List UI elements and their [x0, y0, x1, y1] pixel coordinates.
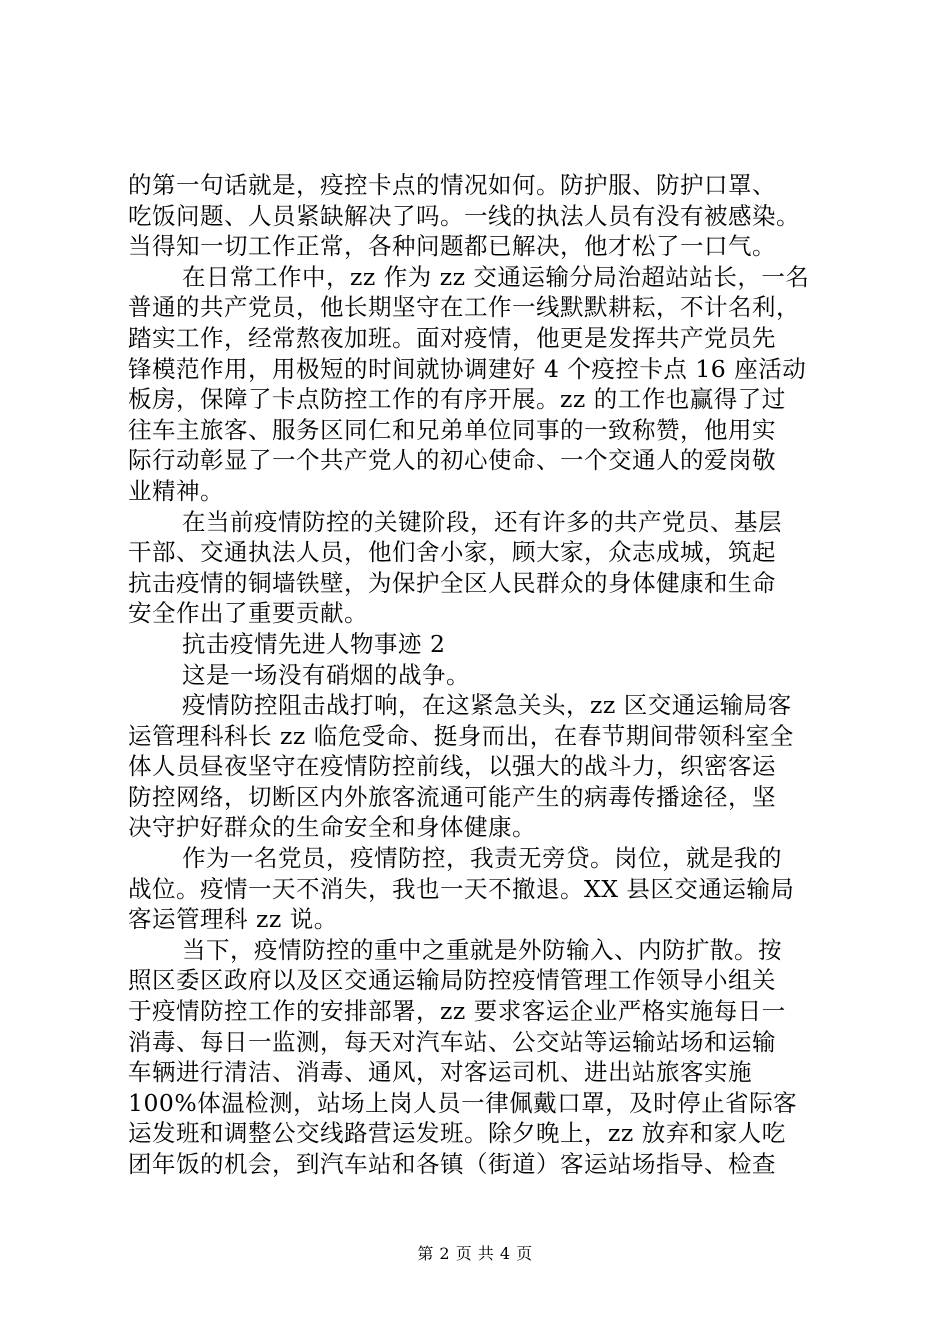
text-line: 决守护好群众的生命安全和身体健康。: [128, 813, 536, 842]
text-line: 运管理科科长 zz 临危受命、挺身而出，在春节期间带领科室全: [128, 721, 794, 750]
text-line: 运发班和调整公交线路营运发班。除夕晚上，zz 放弃和家人吃: [128, 1119, 786, 1148]
text-line: 客运管理科 zz 说。: [128, 905, 338, 934]
text-line: 干部、交通执法人员，他们舍小家，顾大家，众志成城，筑起: [128, 538, 776, 567]
text-line: 这是一场没有硝烟的战争。: [182, 660, 470, 689]
text-line: 际行动彰显了一个共产党人的初心使命、一个交通人的爱岗敬: [128, 446, 776, 475]
text-line: 防控网络，切断区内外旅客流通可能产生的病毒传播途径，坚: [128, 782, 776, 811]
text-line: 吃饭问题、人员紧缺解决了吗。一线的执法人员有没有被感染。: [128, 201, 800, 230]
text-line: 踏实工作，经常熬夜加班。面对疫情，他更是发挥共产党员先: [128, 323, 776, 352]
page-footer: 第 2 页 共 4 页: [417, 1244, 533, 1263]
text-line: 消毒、每日一监测，每天对汽车站、公交站等运输站场和运输: [128, 1027, 776, 1056]
text-line: 团年饭的机会，到汽车站和各镇（街道）客运站场指导、检查: [128, 1150, 776, 1178]
text-line: 当得知一切工作正常，各种问题都已解决，他才松了一口气。: [128, 232, 776, 261]
text-line: 疫情防控阻击战打响，在这紧急关头，zz 区交通运输局客: [182, 691, 792, 720]
text-line: 往车主旅客、服务区同仁和兄弟单位同事的一致称赞，他用实: [128, 415, 776, 444]
document-body: [128, 170, 832, 1180]
text-line: 普通的共产党员，他长期坚守在工作一线默默耕耘，不计名利，: [128, 293, 800, 322]
text-line: 业精神。: [128, 476, 224, 505]
text-line: 于疫情防控工作的安排部署，zz 要求客运企业严格实施每日一: [128, 997, 786, 1026]
text-line: 100%体温检测，站场上岗人员一律佩戴口罩，及时停止省际客: [128, 1088, 798, 1117]
text-line: 当下，疫情防控的重中之重就是外防输入、内防扩散。按: [182, 935, 782, 964]
text-line: 战位。疫情一天不消失，我也一天不撤退。XX 县区交通运输局: [128, 874, 795, 903]
text-line: 在日常工作中，zz 作为 zz 交通运输分局治超站站长，一名: [182, 262, 810, 291]
text-line: 抗击疫情的铜墙铁壁，为保护全区人民群众的身体健康和生命: [128, 568, 776, 597]
text-line: 的第一句话就是，疫控卡点的情况如何。防护服、防护口罩、: [128, 171, 776, 199]
text-line: 板房，保障了卡点防控工作的有序开展。zz 的工作也赢得了过: [128, 385, 786, 414]
text-line: 照区委区政府以及区交通运输局防控疫情管理工作领导小组关: [128, 966, 776, 995]
text-line: 体人员昼夜坚守在疫情防控前线，以强大的战斗力，织密客运: [128, 752, 776, 781]
text-line: 安全作出了重要贡献。: [128, 599, 368, 628]
text-line: 锋模范作用，用极短的时间就协调建好 4 个疫控卡点 16 座活动: [128, 354, 807, 383]
text-line: 在当前疫情防控的关键阶段，还有许多的共产党员、基层: [182, 507, 782, 536]
text-line: 作为一名党员，疫情防控，我责无旁贷。岗位，就是我的: [182, 844, 782, 873]
text-line: 抗击疫情先进人物事迹 2: [182, 629, 446, 658]
text-line: 车辆进行清洁、消毒、通风，对客运司机、进出站旅客实施: [128, 1058, 752, 1087]
